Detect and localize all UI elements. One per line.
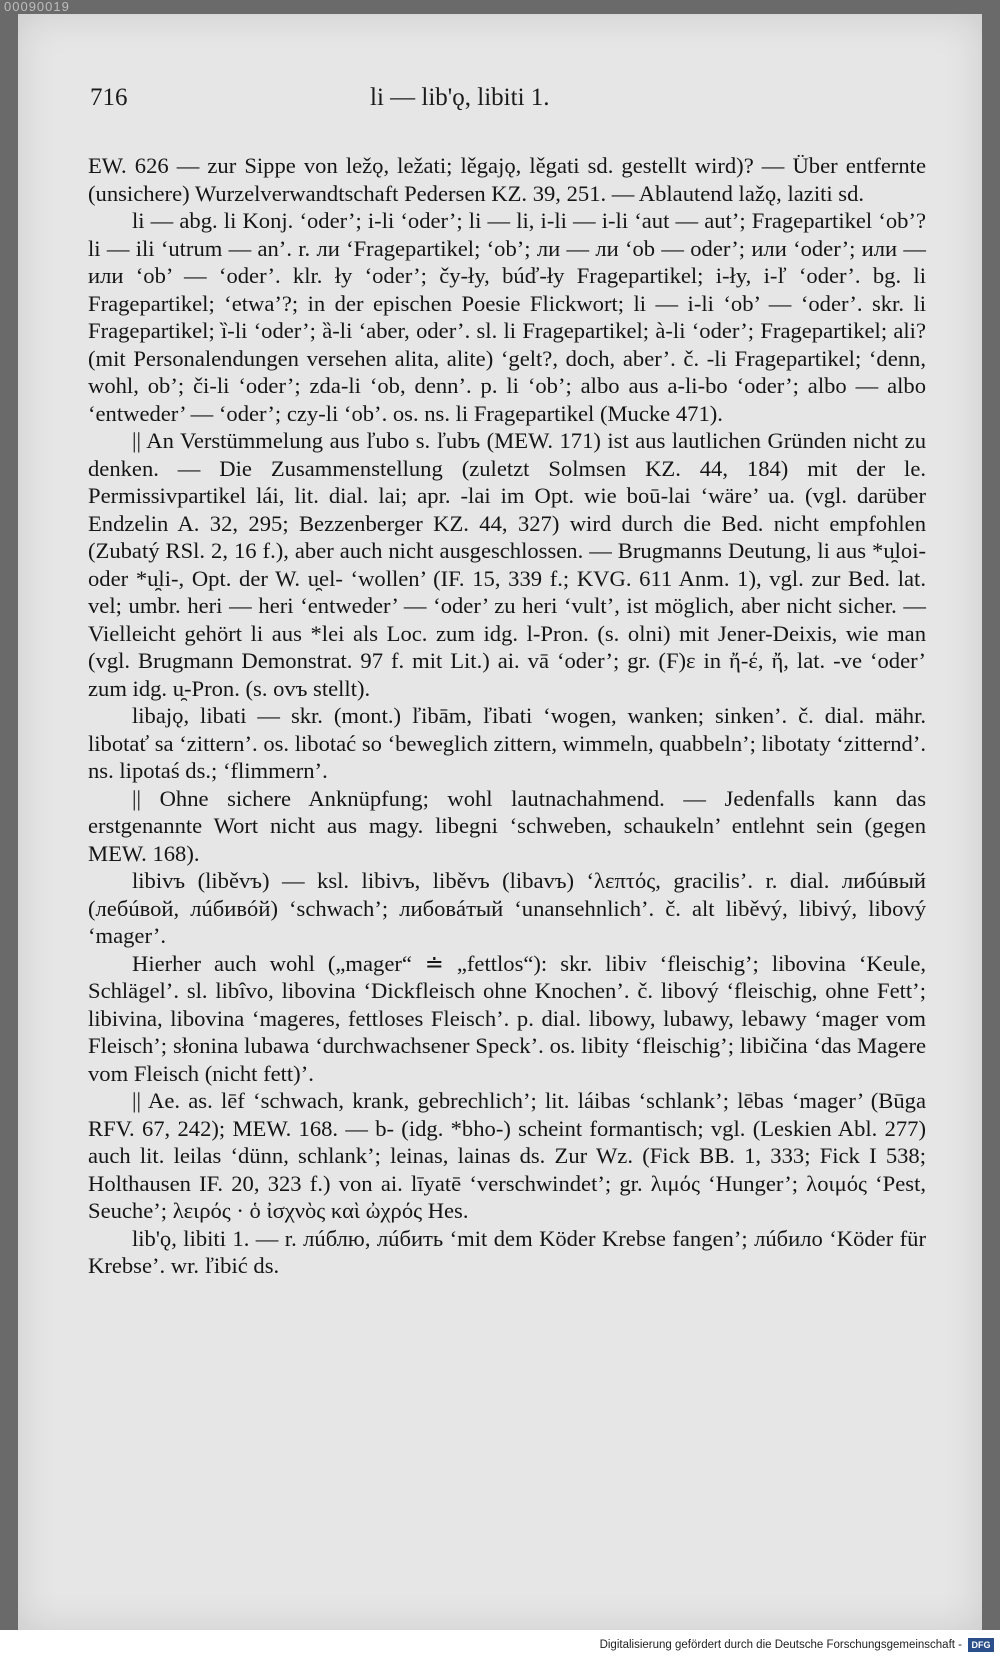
paragraph-libivu-hierher: Hierher auch wohl („mager“ ≐ „fettlos“): skr. libiv ‘fleischig’; libovina ‘Keule, Schlägel’. sl. libîvo, libovina ‘Dickfleisch ohne Knochen’. č. libový ‘fleischig, ohne Fett’; libivina, libovina ‘mageres, fettloses Fleisch’. p. dial. libowy, lubawy, lebawy ‘mager vom Fleisch’; słonina lubawa ‘durchwachsener Speck’. os. libity ‘fleischig’; libičina ‘das Magere vom Fleisch (nicht fett)’.: [88, 950, 926, 1086]
dictionary-page: [18, 14, 982, 1630]
paragraph-libivu-etymology: || Ae. as. lēf ‘schwach, krank, gebrechlich’; lit. láibas ‘schlank’; lēbas ‘mager’ (Būga RFV. 67, 242); MEW. 168. — b- (idg. *bho-) scheint formantisch; vgl. (Leskien Abl. 277) auch lit. leilas ‘dünn, schlank’; leinas, lainas ds. Zur Wz. (Fick BB. 1, 333; Fick I 538; Holthausen IF. 20, 323 f.) von ai. līyatē ‘verschwindet’; gr. λιμός ‘Hunger’; λοιμός ‘Pest, Seuche’; λειρός · ὁ ἰσχνὸς καὶ ὠχρός Hes.: [88, 1088, 926, 1223]
paragraph-1: EW. 626 — zur Sippe von ležǫ, ležati; lěgajǫ, lěgati sd. gestellt wird)? — Über entfernte (unsichere) Wurzelverwandtschaft Pedersen KZ. 39, 251. — Ablautend lažǫ, laziti sd.: [88, 153, 926, 206]
entry-libivu: libivъ (liběvъ) — ksl. libivъ, liběvъ (libavъ) ‘λεπτός, gracilis’. r. dial. либúвый (лебúвой, лúбивóй) ‘schwach’; либовáтый ‘unansehnlich’. č. alt liběvý, libivý, libový ‘mager’.: [88, 868, 926, 948]
footer-credit: Digitalisierung gefördert durch die Deutsche Forschungsgemeinschaft -: [599, 1639, 962, 1651]
scan-header-fragment: 00090019: [4, 0, 70, 14]
entry-libo-libiti: lib'ǫ, libiti 1. — r. лúблю, лúбить ‘mit dem Köder Krebse fangen’; лúбило ‘Köder für Krebse’. wr. ľibić ds.: [88, 1225, 926, 1278]
header-title: li — lib'ǫ, libiti 1.: [370, 84, 550, 111]
entry-body: [88, 152, 926, 1280]
page-number: 716: [90, 84, 128, 111]
paragraph-li-etymology: || An Verstümmelung aus ľubo s. ľubъ (MEW. 171) ist aus lautlichen Gründen nicht zu denken. — Die Zusammenstellung (zuletzt Solmsen KZ. 44, 184) mit der le. Permissivpartikel lái, lit. dial. lai; apr. -lai im Opt. wie boū-lai ‘wäre’ ua. (vgl. darüber Endzelin A. 32, 295; Bezzenberger KZ. 44, 327) wird durch die Bed. nicht empfohlen (Zubatý RSl. 2, 16 f.), aber auch nicht ausgeschlossen. — Brugmanns Deutung, li aus *u̯loi- oder *u̯li-, Opt. der W. u̯el- ‘wollen’ (IF. 15, 339 f.; KVG. 611 Anm. 1), vgl. zur Bed. lat. vel; umbr. heri — heri ‘entweder’ — ‘oder’ zu heri ‘vult’, ist möglich, aber nicht sicher. — Vielleicht gehört li aus *lei als Loc. zum idg. l-Pron. (s. olni) mit Jener-Deixis, wie man (vgl. Brugmann Demonstrat. 97 f. mit Lit.) ai. vā ‘oder’; gr. (Ϝ)ε in ἤ-έ, ἤ, lat. -ve ‘oder’ zum idg. u̯-Pron. (s. ovъ stellt).: [88, 428, 926, 701]
entry-libajo: libajǫ, libati — skr. (mont.) ľibām, ľibati ‘wogen, wanken; sinken’. č. dial. mähr. libotať sa ‘zittern’. os. libotać so ‘beweglich zittern, wimmeln, quabbeln’; libotaty ‘zitternd’. ns. lipotaś ds.; ‘flimmern’.: [88, 703, 926, 783]
paragraph-libajo-etymology: || Ohne sichere Anknüpfung; wohl lautnachahmend. — Jedenfalls kann das erstgenannte Wort nicht aus magy. libegni ‘schweben, schaukeln’ entlehnt sein (gegen MEW. 168).: [88, 785, 926, 866]
dfg-logo: DFG: [968, 1638, 994, 1652]
footer-bar: [0, 1630, 1000, 1660]
entry-li: li — abg. li Konj. ‘oder’; i-li ‘oder’; li — li, i-li — i-li ‘aut — aut’; Fragepartikel ‘ob’? li — ili ‘utrum — an’. r. ли ‘Fragepartikel; ‘ob’; ли — ли ‘ob — oder’; или ‘oder’; или — или ‘ob’ — ‘oder’. klr. ły ‘oder’; čy-ły, búď-ły Fragepartikel; i-ły, i-ľ ‘oder’. bg. li Fragepartikel; ‘etwa’?; in der epischen Poesie Flickwort; li — i-li ‘ob’ — ‘oder’. skr. li Fragepartikel; ȉ-li ‘oder’; ȁ-li ‘aber, oder’. sl. li Fragepartikel; à-li ‘oder’; Fragepartikel; ali? (mit Personalendungen versehen alita, alite) ‘gelt?, doch, aber’. č. -li Fragepartikel; ‘denn, wohl, ob’; či-li ‘oder’; zda-li ‘ob, denn’. p. li ‘ob’; albo aus a-li-bo ‘oder’; albo — albo ‘entweder’ — ‘oder’; czy-li ‘ob’. os. ns. li Fragepartikel (Mucke 471).: [88, 208, 926, 426]
running-head: [18, 84, 982, 120]
